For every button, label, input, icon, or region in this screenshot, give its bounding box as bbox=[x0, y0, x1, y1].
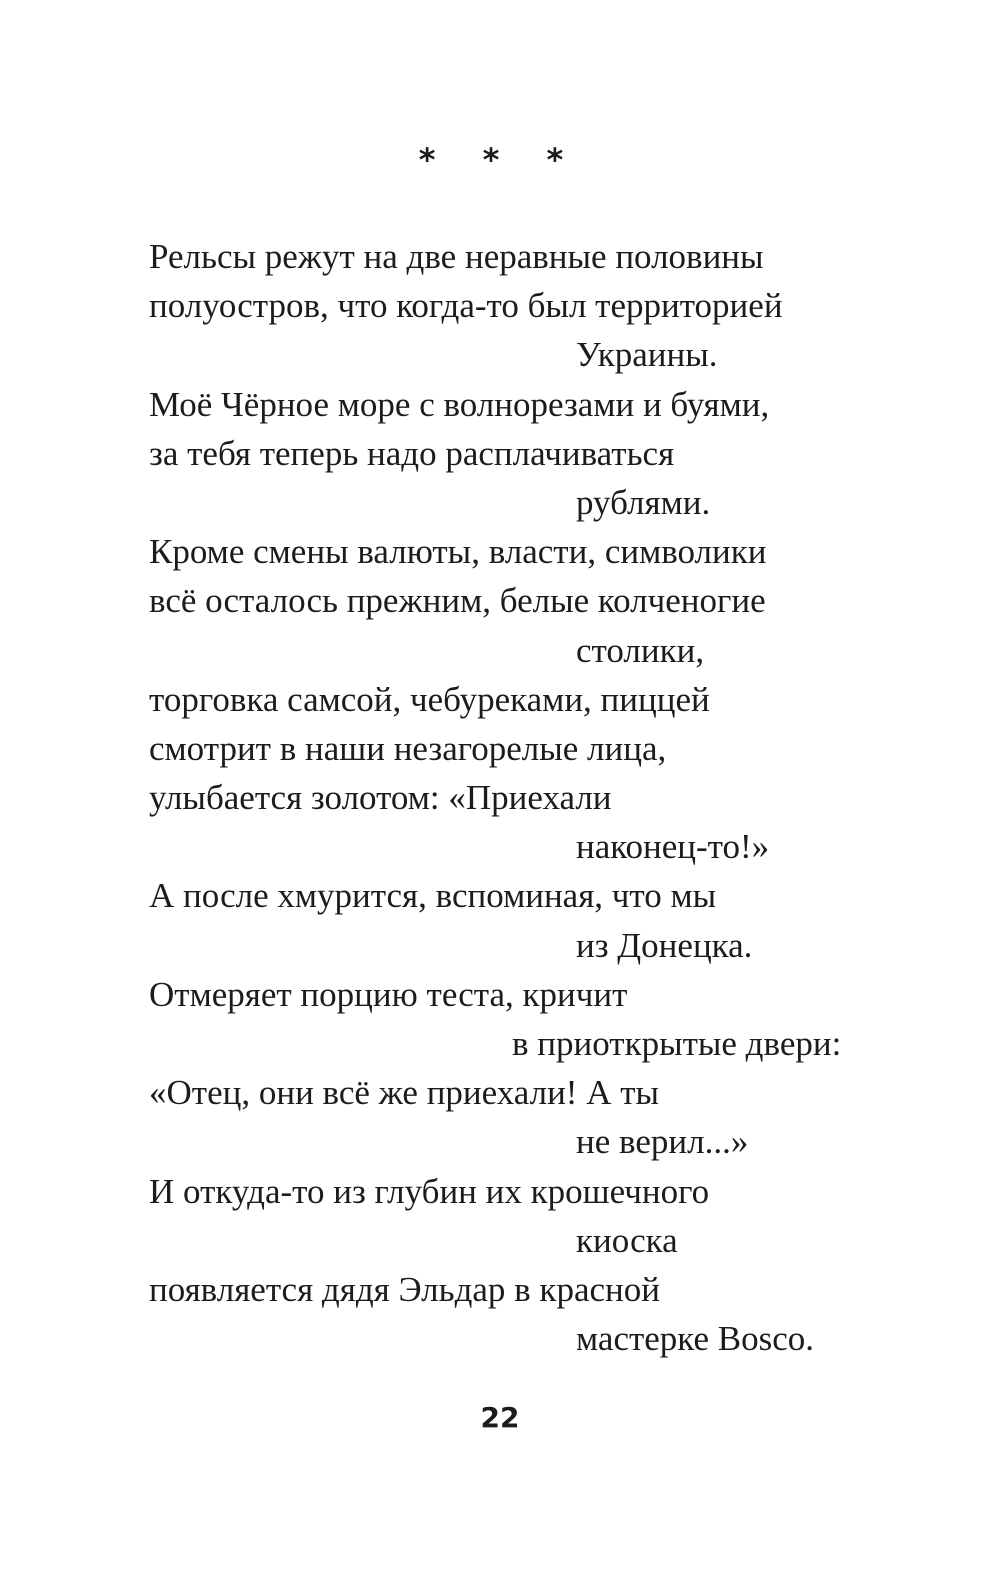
poem-line: появляется дядя Эльдар в красной bbox=[149, 1269, 660, 1309]
section-separator: * * * bbox=[418, 141, 582, 179]
page-number: 22 bbox=[480, 1401, 520, 1434]
poem-body bbox=[149, 232, 909, 1363]
poem-line: смотрит в наши незагорелые лица, bbox=[149, 728, 667, 768]
poem-line-continuation: киоска bbox=[576, 1220, 678, 1260]
poem-line-continuation: не верил...» bbox=[576, 1122, 749, 1162]
poem-line: улыбается золотом: «Приехали bbox=[149, 778, 612, 818]
poem-line-continuation: Украины. bbox=[576, 335, 718, 375]
poem-line: А после хмурится, вспоминая, что мы bbox=[149, 876, 717, 916]
poem-line-continuation: мастерке Bosco. bbox=[576, 1319, 814, 1359]
poem-line: «Отец, они всё же приехали! А ты bbox=[149, 1073, 660, 1113]
poem-line-continuation: из Донецка. bbox=[576, 925, 753, 965]
poem-line: Моё Чёрное море с волнорезами и буями, bbox=[149, 384, 770, 424]
poem-line: всё осталось прежним, белые колченогие bbox=[149, 581, 766, 621]
poem-line-continuation: рублями. bbox=[576, 482, 711, 522]
poem-line: за тебя теперь надо расплачиваться bbox=[149, 433, 675, 473]
poem-line: Рельсы режут на две неравные половины bbox=[149, 237, 764, 276]
poem-line: Отмеряет порцию теста, кричит bbox=[149, 974, 628, 1014]
poem-line-continuation: в приоткрытые двери: bbox=[512, 1024, 842, 1063]
poem-line-continuation: столики, bbox=[576, 630, 705, 670]
poem-line: И откуда-то из глубин их крошечного bbox=[149, 1171, 710, 1211]
poem-line-continuation: наконец-то!» bbox=[576, 827, 770, 867]
poem-line: торговка самсой, чебуреками, пиццей bbox=[149, 679, 710, 719]
poem-line: полуостров, что когда-то был территорией bbox=[149, 286, 783, 326]
poem-line: Кроме смены валюты, власти, символики bbox=[149, 532, 767, 572]
